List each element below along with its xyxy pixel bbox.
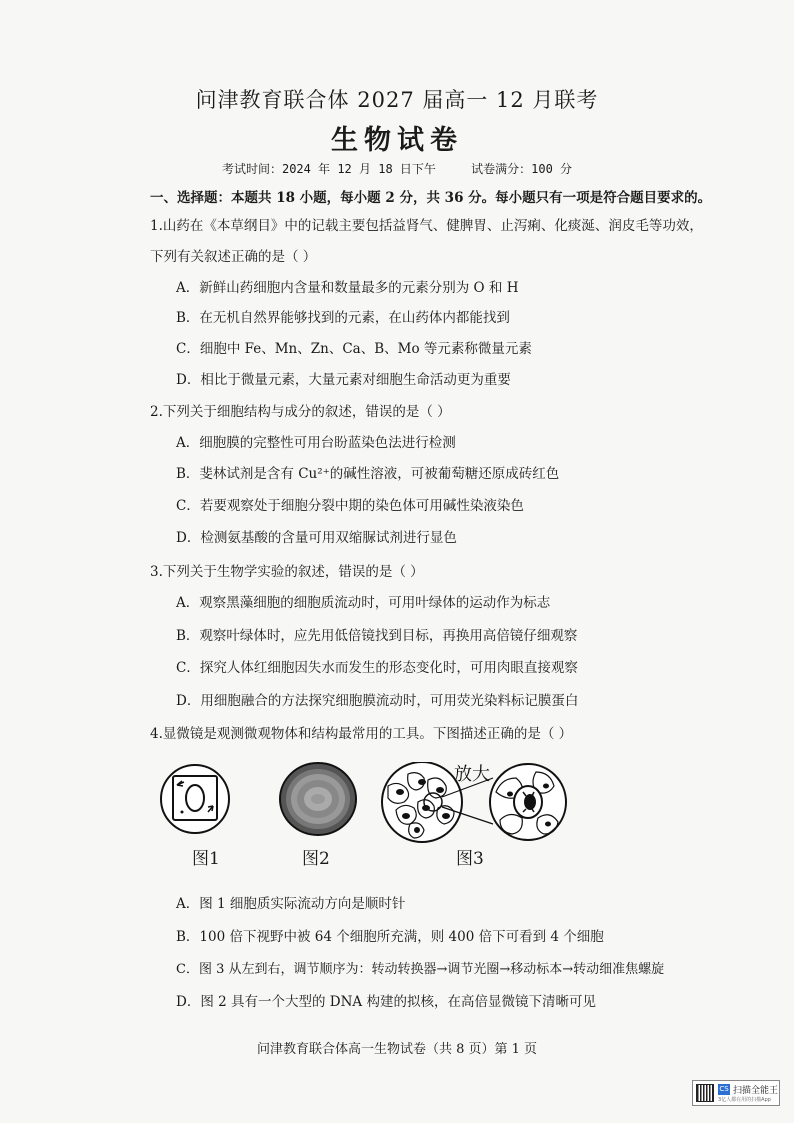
exam-time: 考试时间：2024 年 12 月 18 日下午 [221, 162, 436, 176]
figure-2-caption: 图2 [302, 849, 330, 869]
q1-stem-line2: 下列有关叙述正确的是（ ） [150, 249, 317, 265]
q2-option-d: D．检测氨基酸的含量可用双缩脲试剂进行显色 [176, 530, 457, 546]
exam-meta [0, 160, 794, 177]
q1-option-d: D．相比于微量元素，大量元素对细胞生命活动更为重要 [176, 372, 511, 388]
page-footer: 问津教育联合体高一生物试卷（共 8 页）第 1 页 [256, 1042, 538, 1057]
q1-stem-line1: 1.山药在《本草纲目》中的记载主要包括益肾气、健脾胃、止泻痢、化痰涎、润皮毛等功效， [150, 218, 703, 234]
full-score: 试卷满分：100 分 [471, 162, 573, 176]
microscope-figure [160, 762, 580, 866]
q3-option-b: B．观察叶绿体时，应先用低倍镜找到目标，再换用高倍镜仔细观察 [176, 628, 578, 644]
q2-option-a: A．细胞膜的完整性可用台盼蓝染色法进行检测 [176, 435, 456, 451]
q4-stem: 4.显微镜是观测微观物体和结构最常用的工具。下图描述正确的是（ ） [150, 726, 573, 742]
figure-1-field [161, 765, 229, 833]
q3-option-c: C．探究人体红细胞因失水而发生的形态变化时，可用肉眼直接观察 [176, 660, 578, 676]
q4-option-d: D．图 2 具有一个大型的 DNA 构建的拟核，在高倍显微镜下清晰可见 [176, 994, 596, 1010]
q2-option-b: B．斐林试剂是含有 Cu²⁺的碱性溶液，可被葡萄糖还原成砖红色 [176, 466, 560, 482]
qr-code-icon [696, 1084, 714, 1102]
exam-title: 问津教育联合体 2027 届高一 12 月联考 [195, 88, 599, 112]
q4-option-a: A．图 1 细胞质实际流动方向是顺时针 [176, 896, 406, 912]
scanner-brand: 扫描全能王 [733, 1086, 779, 1096]
q4-option-b: B．100 倍下视野中被 64 个细胞所充满，则 400 倍下可看到 4 个细胞 [176, 929, 604, 945]
magnify-label: 放大 [454, 764, 490, 785]
q3-option-a: A．观察黑藻细胞的细胞质流动时，可用叶绿体的运动作为标志 [176, 595, 551, 611]
q4-option-c: C．图 3 从左到右，调节顺序为：转动转换器→调节光圈→移动标本→转动细准焦螺旋 [176, 962, 665, 977]
q2-option-c: C．若要观察处于细胞分裂中期的染色体可用碱性染液染色 [176, 498, 524, 514]
q2-stem: 2.下列关于细胞结构与成分的叙述，错误的是（ ） [150, 404, 451, 420]
q3-option-d: D．用细胞融合的方法探究细胞膜流动时，可用荧光染料标记膜蛋白 [176, 693, 579, 709]
section-heading: 一、选择题：本题共 18 小题，每小题 2 分，共 36 分。每小题只有一项是符合题目要求的。 [150, 190, 712, 206]
figure-3-caption: 图3 [456, 849, 484, 869]
q1-option-a: A．新鲜山药细胞内含量和数量最多的元素分别为 O 和 H [176, 280, 519, 296]
camscanner-logo-icon: CS [719, 1085, 729, 1093]
figure-1-caption: 图1 [192, 849, 220, 869]
figure-2-cell [280, 763, 356, 835]
scanner-badge [692, 1080, 780, 1106]
scanner-tagline: 3亿人都在用的扫描App [718, 1097, 771, 1103]
q1-option-b: B．在无机自然界能够找到的元素，在山药体内都能找到 [176, 310, 510, 326]
q1-option-c: C．细胞中 Fe、Mn、Zn、Ca、B、Mo 等元素称微量元素 [176, 341, 532, 357]
subject-title: 生物试卷 [331, 125, 463, 156]
q3-stem: 3.下列关于生物学实验的叙述，错误的是（ ） [150, 564, 424, 580]
